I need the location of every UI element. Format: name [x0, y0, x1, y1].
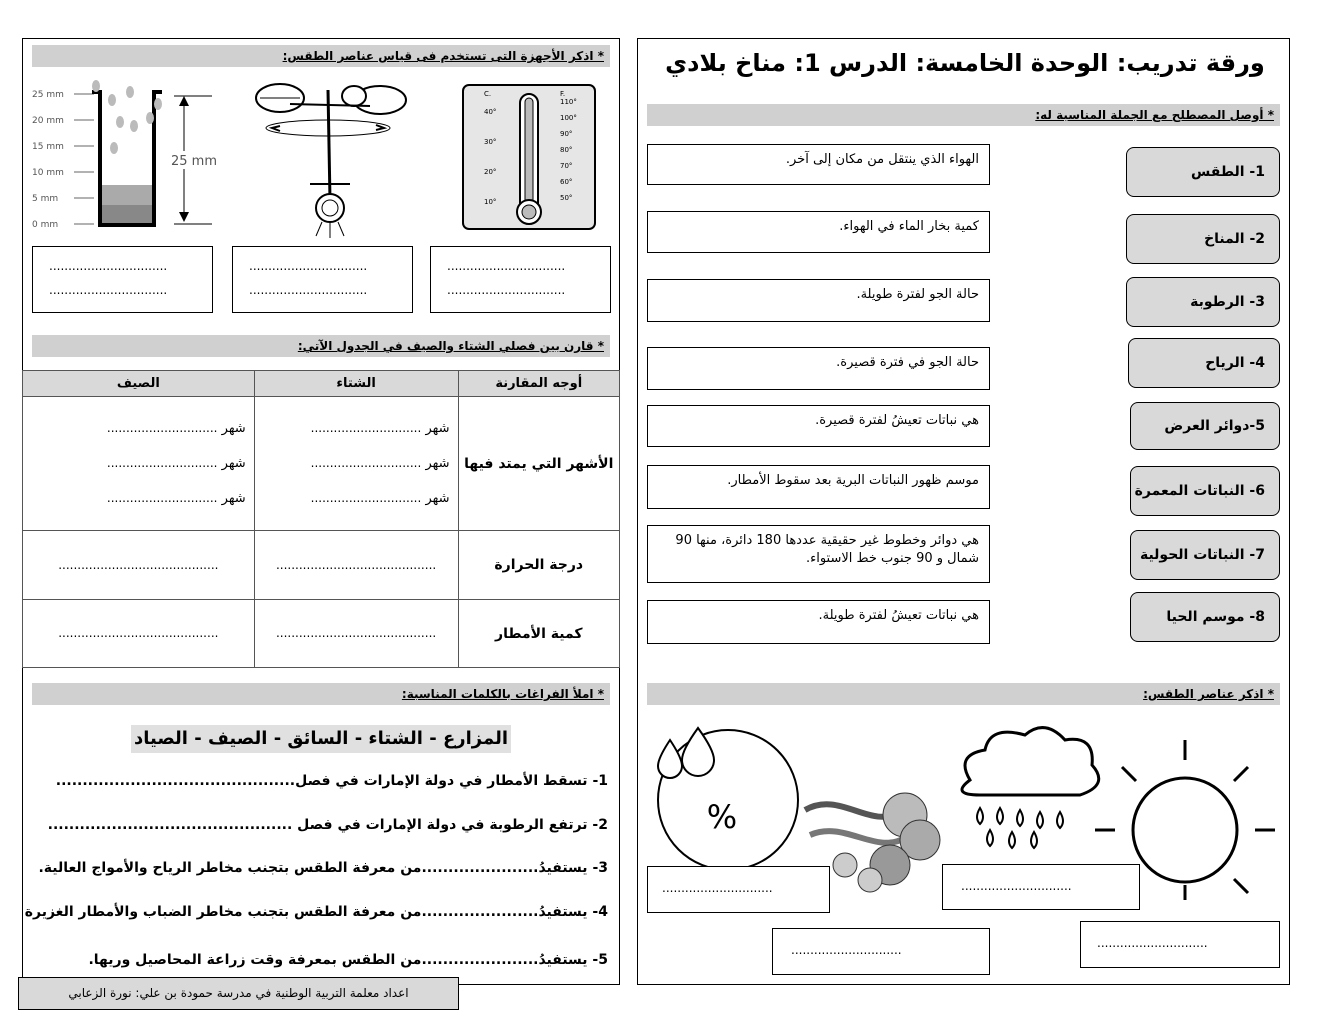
humidity-icon [658, 728, 798, 870]
table-header: الشتاء [254, 371, 458, 397]
definition-6: موسم ظهور النباتات البرية بعد سقوط الأمطار. [647, 465, 990, 509]
table-header: الصيف [23, 371, 255, 397]
winter-months-cell[interactable]: شهر ............................. شهر ............................. شهر ............................. [254, 397, 458, 531]
svg-text:%: % [706, 798, 738, 836]
comparison-table [22, 370, 620, 668]
term-4: 4- الرياح [1128, 338, 1280, 388]
thermometer-c-tick: 10° [484, 198, 497, 206]
summer-rain-cell[interactable]: .......................................... [23, 600, 255, 668]
weather-answer-2[interactable]: ............................. [942, 864, 1140, 910]
definition-1: الهواء الذي ينتقل من مكان إلى آخر. [647, 144, 990, 185]
definition-5: هي نباتات تعيشُ لفترة قصيرة. [647, 405, 990, 447]
rain-gauge-tick: 10 mm [32, 168, 64, 178]
thermometer-c-tick: 20° [484, 168, 497, 176]
match-heading: * أوصل المصطلح مع الجملة المناسبة له: [647, 104, 1280, 126]
compare-heading: * قارن بين فصلي الشتاء والصيف في الجدول الآتي: [32, 335, 610, 357]
fill-sentence-4: 4- يستفيدُ......................من معرفة الطقس بتجنب مخاطر الضباب والأمطار الغزيرة [24, 904, 608, 920]
fill-sentence-5: 5- يستفيدُ......................من الطقس بمعرفة وقت زراعة المحاصيل وريها. [88, 952, 608, 968]
term-3: 3- الرطوبة [1126, 277, 1280, 327]
term-1: 1- الطقس [1126, 147, 1280, 197]
weather-elements-heading: * اذكر عناصر الطقس: [647, 683, 1280, 705]
thermometer-f-tick: 90° [560, 130, 573, 138]
term-8: 8- موسم الحيا [1130, 592, 1280, 642]
rain-gauge-height-label: 25 mm [170, 154, 218, 169]
definition-3: حالة الجو لفترة طويلة. [647, 279, 990, 322]
weather-answer-1[interactable]: ............................. [647, 866, 830, 913]
thermometer-f-tick: 100° [560, 114, 577, 122]
thermometer-f-label: F. [560, 90, 566, 98]
rain-gauge-tick: 15 mm [32, 142, 64, 152]
thermometer-f-tick: 60° [560, 178, 573, 186]
fill-sentence-2: 2- ترتفع الرطوبة في دولة الإمارات في فصل .............................................. [47, 817, 608, 833]
weather-answer-4[interactable]: ............................. [1080, 921, 1280, 968]
term-5: 5-دوائر العرض [1130, 402, 1280, 450]
definition-7: هي دوائر وخطوط غير حقيقية عددها 180 دائرة، منها 90 شمال و 90 جنوب خط الاستواء. [647, 525, 990, 583]
word-bank: المزارع - الشتاء - السائق - الصيف - الصياد [131, 725, 511, 753]
anemometer-image [250, 80, 410, 240]
page-title: ورقة تدريب: الوحدة الخامسة: الدرس 1: مناخ بلادي [665, 49, 1265, 77]
summer-months-cell[interactable]: شهر ............................. شهر ............................. شهر ............................. [23, 397, 255, 531]
definition-8: هي نباتات تعيشُ لفترة طويلة. [647, 600, 990, 644]
rain-gauge-tick: 5 mm [32, 194, 59, 204]
fill-sentence-3: 3- يستفيدُ......................من معرفة الطقس بتجنب مخاطر الرياح والأمواج العالية. [38, 860, 608, 876]
definition-4: حالة الجو في فترة قصيرة. [647, 347, 990, 390]
instrument-answer-2[interactable]: ............................... ............................... [232, 246, 413, 313]
definition-2: كمية بخار الماء في الهواء. [647, 211, 990, 253]
thermometer-image [462, 84, 596, 230]
rain-gauge-image [30, 78, 230, 236]
winter-temp-cell[interactable]: .......................................... [254, 531, 458, 600]
footer-credit: اعداد معلمة التربية الوطنية في مدرسة حمودة بن علي: نورة الزعابي [18, 977, 459, 1010]
fill-sentence-1: 1- تسقط الأمطار في دولة الإمارات في فصل............................................. [55, 773, 608, 789]
row-label: درجة الحرارة [458, 531, 620, 600]
winter-rain-cell[interactable]: .......................................... [254, 600, 458, 668]
thermometer-c-tick: 30° [484, 138, 497, 146]
thermometer-f-tick: 80° [560, 146, 573, 154]
instrument-answer-1[interactable]: ............................... ............................... [32, 246, 213, 313]
rain-gauge-tick: 20 mm [32, 116, 64, 126]
fill-heading: * املأ الفراغات بالكلمات المناسبة: [32, 683, 610, 705]
thermometer-f-tick: 110° [560, 98, 577, 106]
rain-gauge-tick: 25 mm [32, 90, 64, 100]
term-7: 7- النباتات الحولية [1130, 530, 1280, 580]
term-6: 6- النباتات المعمرة [1130, 466, 1280, 516]
instruments-heading: * اذكر الأجهزة التى تستخدم فى قياس عناصر الطقس: [32, 45, 610, 67]
row-label: كمية الأمطار [458, 600, 620, 668]
table-header: أوجه المقارنة [458, 371, 620, 397]
instrument-answer-3[interactable]: ............................... ............................... [430, 246, 611, 313]
summer-temp-cell[interactable]: .......................................... [23, 531, 255, 600]
rain-cloud-icon [962, 728, 1099, 848]
thermometer-f-tick: 70° [560, 162, 573, 170]
thermometer-f-tick: 50° [560, 194, 573, 202]
thermometer-c-tick: 40° [484, 108, 497, 116]
weather-answer-3[interactable]: ............................. [772, 928, 990, 975]
row-label: الأشهر التي يمتد فيها [458, 397, 620, 531]
rain-gauge-tick: 0 mm [32, 220, 59, 230]
term-2: 2- المناخ [1126, 214, 1280, 264]
thermometer-c-label: C. [484, 90, 492, 98]
